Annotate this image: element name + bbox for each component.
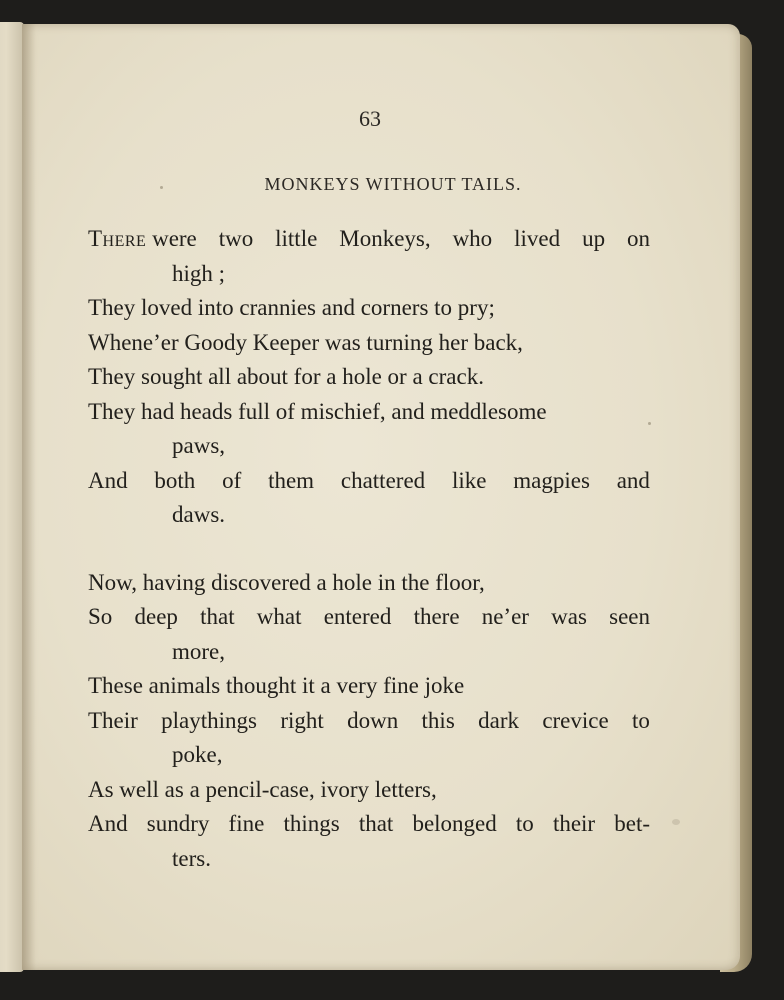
word: to [515,811,534,836]
stanza-2 [88,566,650,877]
poem-line: Whene’er Goody Keeper was turning her back, [88,329,523,355]
stanza-break [88,533,650,566]
word: crevice [542,707,609,733]
poem-line-justified [88,600,650,635]
poem-line: They had heads full of mischief, and meddlesome [88,398,547,424]
poem-line-continuation: poke, [172,742,223,767]
poem-line: They loved into crannies and corners to pry; [88,295,495,320]
word: chattered [340,467,426,493]
word: sundry [146,811,210,836]
word: lived [514,226,561,251]
paper-stain [672,819,680,825]
word: entered [323,604,392,629]
word: their [552,811,596,836]
page-number: 63 [359,106,381,131]
word: dark [478,707,519,733]
stanza-1 [88,222,650,533]
word: what [256,604,302,629]
word: who [452,226,493,251]
word: down [347,707,399,733]
poem-line-continuation: more, [172,638,226,664]
word: deep [134,604,178,629]
book-page [22,24,740,970]
word: that [200,604,235,629]
poem-line: They sought all about for a hole or a crack. [88,364,484,389]
word: magpies [513,467,590,493]
poem-line-continuation: ters. [172,845,211,871]
poem-line: Now, having discovered a hole in the floor, [88,569,485,595]
poem-title: MONKEYS WITHOUT TAILS. [264,174,522,194]
word: fine [228,811,265,836]
word: belonged [412,811,497,836]
word: bet- [614,811,650,836]
word: seen [609,604,650,629]
word: them [268,467,315,493]
word: up [582,226,606,251]
word: So [88,604,113,629]
word: And [88,467,128,493]
word: two [218,226,254,251]
gutter-shadow [22,24,36,970]
word: both [154,467,196,493]
word: on [627,226,650,251]
word: like [451,467,487,493]
poem-line-justified [88,807,650,842]
word: that [358,811,394,836]
word: and [616,467,650,493]
word: Their [88,707,138,733]
poem-line-justified [88,704,650,739]
word: And [88,811,128,836]
word: ne’er [481,604,529,629]
poem-line: As well as a pencil-case, ivory letters, [88,776,437,802]
poem-line-continuation: daws. [172,502,226,527]
word: there [413,604,460,629]
word: little [275,226,318,251]
word: right [280,707,324,733]
poem-line [88,222,650,257]
word: of [222,467,242,493]
poem-line-continuation: paws, [172,433,226,458]
word: playthings [161,707,257,733]
facing-page-edge [0,22,24,972]
word: was [551,604,587,629]
word: Monkeys, [339,226,431,251]
word: things [283,811,340,836]
poem-body [88,222,650,876]
word: this [421,707,455,733]
drop-word: There [88,226,147,251]
word: There were [88,226,197,251]
poem-line-justified [88,464,650,499]
word: to [632,707,650,733]
poem-line-continuation: high ; [172,260,226,286]
poem-line: These animals thought it a very fine joke [88,673,465,698]
